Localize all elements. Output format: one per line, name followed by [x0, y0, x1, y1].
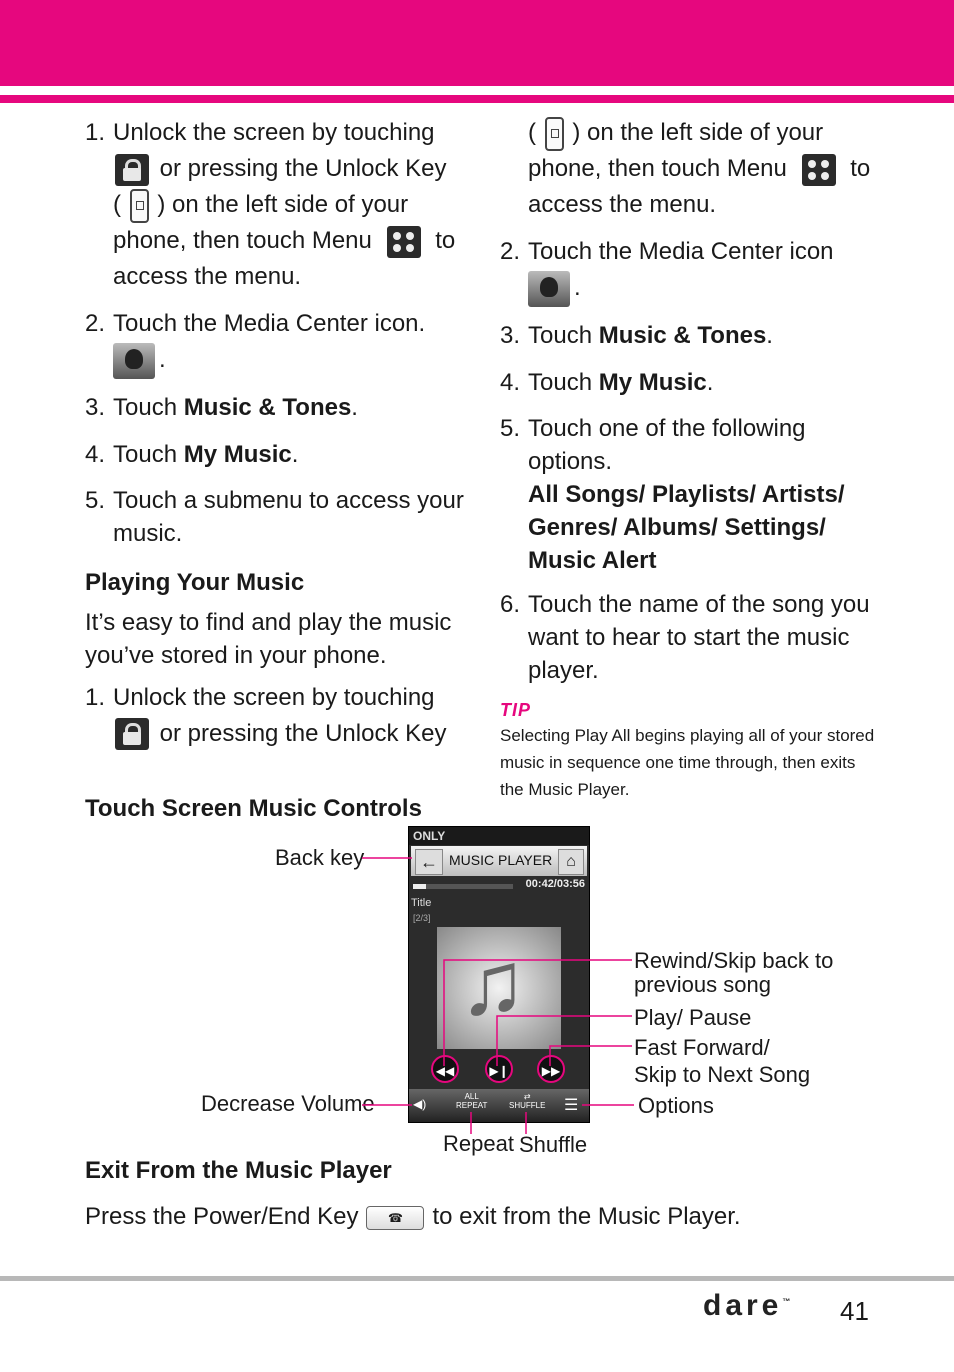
player-header [411, 846, 587, 876]
step-number: 3. [85, 393, 106, 421]
tip-label: TIP [500, 699, 532, 720]
step-text: to [435, 227, 456, 254]
step-5b [500, 412, 880, 577]
step-text: Touch the Media Center icon. [113, 310, 426, 337]
player-title: MUSIC PLAYER [449, 852, 553, 868]
volume-icon[interactable]: ◀) [413, 1097, 427, 1111]
step-text: Touch [113, 440, 184, 468]
repeat-button[interactable] [456, 1092, 487, 1110]
controls-heading: Touch Screen Music Controls [85, 795, 422, 822]
lock-icon [115, 718, 149, 750]
step-text: ) on the left side of your [572, 119, 824, 146]
step-text: ( [113, 191, 121, 218]
intro-paragraph: It’s easy to find and play the music you’ve stored in your phone. [85, 608, 452, 669]
shuffle-button[interactable]: ⇄ SHUFFLE [509, 1092, 546, 1110]
step-3 [85, 390, 465, 426]
steps-list [85, 115, 465, 550]
step-text: Unlock the screen by touching [113, 683, 435, 711]
lock-icon [115, 154, 149, 186]
shuffle-label: Shuffle [519, 1132, 588, 1157]
step-text: . [766, 321, 773, 349]
step-number: 1. [85, 119, 106, 146]
exit-instruction [85, 1201, 741, 1233]
step-2 [85, 306, 465, 379]
play-pause-label: Play/ Pause [634, 1005, 752, 1030]
unlock-key-icon [545, 117, 564, 151]
page-number: 41 [840, 1296, 869, 1326]
step-4 [85, 437, 465, 473]
step-text: access the menu. [113, 263, 302, 290]
unlock-key-icon [130, 189, 149, 223]
step-text: to [850, 155, 871, 182]
step-number: 2. [500, 238, 521, 265]
track-count: [2/3] [413, 913, 431, 923]
fast-forward-label: Fast Forward/ [634, 1035, 770, 1060]
step-2b [500, 234, 880, 307]
step-text: or pressing the Unlock Key [159, 155, 447, 182]
top-banner [0, 0, 954, 86]
repeat-mode: ALL [464, 1092, 479, 1101]
exit-text: to exit from the Music Player. [432, 1203, 741, 1230]
step-bold: My Music [598, 368, 707, 396]
step-text: access the menu. [528, 191, 717, 218]
exit-heading: Exit From the Music Player [85, 1157, 392, 1184]
step-text: . [351, 393, 358, 421]
step-4b [500, 365, 880, 401]
menu-icon [387, 226, 421, 258]
menu-icon [802, 154, 836, 186]
back-arrow-icon[interactable]: ← [415, 849, 443, 875]
progress-bar[interactable] [413, 884, 513, 889]
step-number: 3. [500, 321, 521, 349]
step-1 [85, 115, 465, 295]
step-5 [85, 484, 465, 550]
top-rule [0, 95, 954, 103]
step-text: . [706, 368, 714, 396]
step-text: ) on the left side of your [157, 191, 409, 218]
carrier-brand: ONLY [409, 827, 589, 845]
trademark: ™ [782, 1297, 791, 1306]
media-center-icon [528, 271, 570, 307]
progress-fill [413, 884, 426, 889]
right-column [500, 115, 880, 803]
step-text: Touch [528, 321, 599, 349]
step-6b [500, 588, 880, 687]
rewind-label: Rewind/Skip back to previous song [634, 948, 834, 997]
step-text: ( [528, 119, 536, 146]
dare-logo [703, 1289, 790, 1323]
skip-next-label: Skip to Next Song [634, 1062, 811, 1087]
playback-time: 00:42/03:56 [525, 878, 585, 890]
options-icon[interactable]: ☰ [564, 1097, 579, 1114]
back-key-label: Back key [275, 845, 365, 870]
player-toolbar [409, 1089, 589, 1122]
options-label: Options [638, 1093, 714, 1118]
step-number: 6. [500, 590, 521, 618]
shuffle-button-label: SHUFFLE [509, 1101, 546, 1110]
step-text: Touch [113, 393, 184, 421]
play-pause-icon[interactable]: ▶❙ [485, 1055, 513, 1083]
step-text: . [291, 440, 299, 468]
step-number: 5. [500, 414, 521, 442]
rewind-icon[interactable]: ◀◀ [431, 1055, 459, 1083]
music-player-screenshot [408, 826, 590, 1123]
music-note-icon: ♫ [459, 934, 527, 1034]
album-art [437, 927, 561, 1049]
track-title: Title [411, 897, 432, 909]
media-center-icon [113, 343, 155, 379]
step-text: phone, then touch Menu [113, 227, 372, 254]
step-number: 1. [85, 683, 106, 711]
step-text: or pressing the Unlock Key [159, 719, 447, 747]
step-number: 5. [85, 486, 106, 514]
step-text: . [574, 274, 581, 301]
options-list: All Songs/ Playlists/ Artists/ Genres/ Albums/ Settings/ Music Alert [528, 480, 845, 574]
step-bold: Music & Tones [183, 393, 352, 421]
step-text: phone, then touch Menu [528, 155, 787, 182]
step-text: Unlock the screen by touching [113, 119, 435, 146]
step-text: Touch [528, 368, 599, 396]
repeat-button-label: REPEAT [456, 1101, 488, 1110]
step-1b-continued [500, 115, 880, 223]
steps-list-right [500, 234, 880, 687]
section-subheading: Playing Your Music [85, 568, 305, 596]
step-text: . [159, 346, 166, 373]
step-3b [500, 318, 880, 354]
step-number: 2. [85, 310, 106, 337]
step-bold: My Music [183, 440, 292, 468]
step-text: Touch the Media Center icon [528, 238, 834, 265]
repeat-label: Repeat [443, 1131, 514, 1156]
step-1b [85, 680, 465, 752]
left-column [85, 115, 465, 763]
step-text: Touch a submenu to access your music. [113, 486, 464, 547]
step-bold: Music & Tones [598, 321, 767, 349]
logo-text: dare [703, 1289, 783, 1322]
steps-list-2 [85, 680, 465, 752]
exit-text: Press the Power/End Key [85, 1203, 359, 1230]
step-number: 4. [85, 440, 106, 468]
decrease-volume-label: Decrease Volume [201, 1091, 375, 1116]
step-number: 4. [500, 368, 521, 396]
tip-text: Selecting Play All begins playing all of your stored music in sequence one time through, then exits the Music Player. [500, 725, 875, 799]
home-icon[interactable]: ⌂ [558, 849, 584, 875]
step-text: Touch the name of the song you want to hear to start the music player. [528, 590, 870, 684]
fast-forward-icon[interactable]: ▶▶ [537, 1055, 565, 1083]
footer-rule [0, 1276, 954, 1281]
step-text: Touch one of the following options. [528, 414, 806, 475]
end-key-icon: ☎ [366, 1206, 424, 1230]
